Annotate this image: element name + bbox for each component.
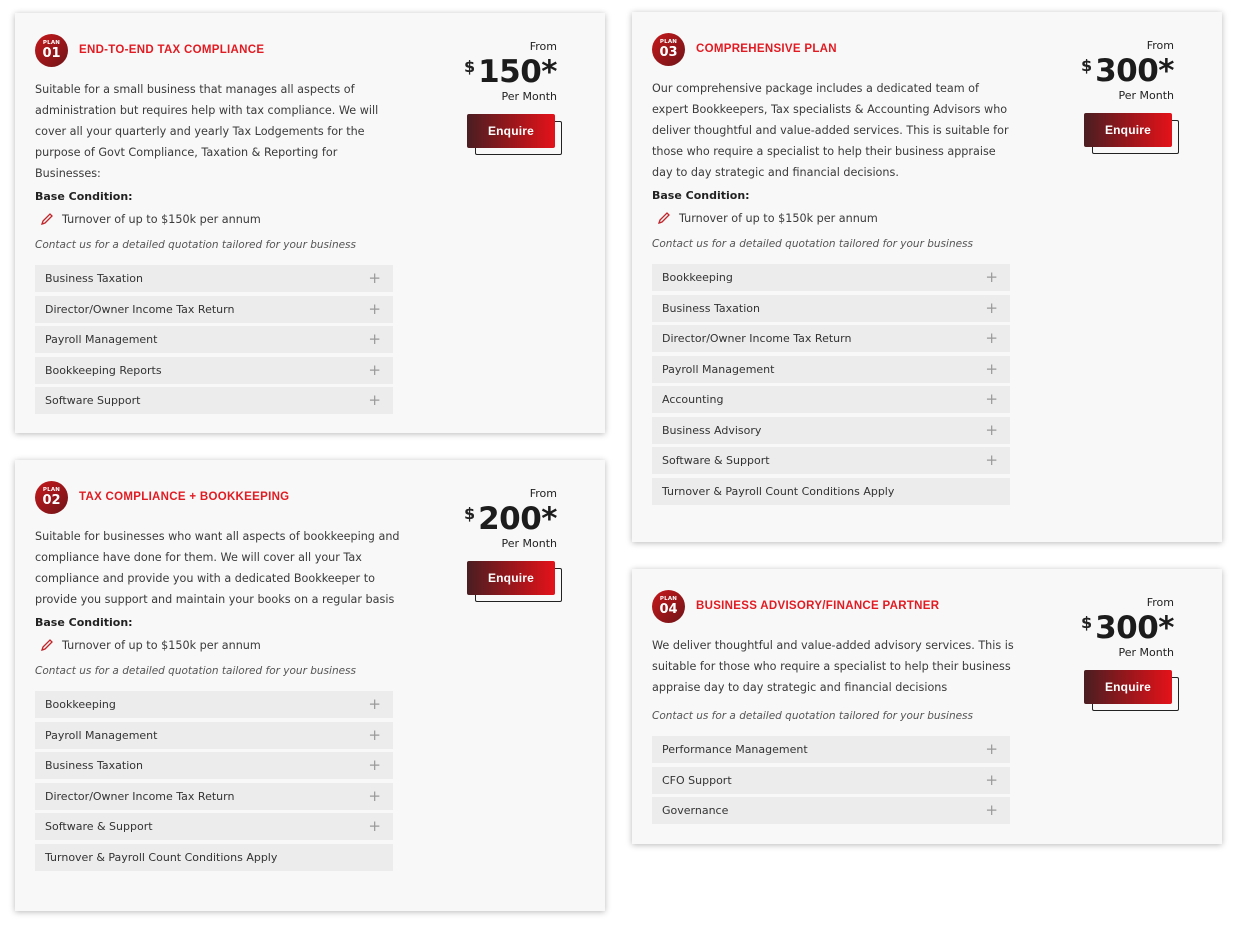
base-condition: [35, 637, 395, 653]
currency-symbol: $: [1080, 56, 1093, 75]
plus-icon: +: [368, 725, 381, 744]
plus-icon: +: [985, 329, 998, 347]
base-condition-text: Turnover of up to $150k per annum: [62, 212, 261, 226]
per-month-label: Per Month: [501, 537, 557, 550]
feature-item-payroll-management[interactable]: [35, 722, 393, 749]
plus-icon: +: [368, 695, 381, 713]
plan-badge-number: 01: [42, 46, 61, 61]
feature-label: Bookkeeping: [45, 698, 116, 711]
feature-label: Director/Owner Income Tax Return: [662, 332, 852, 345]
plan-badge-label: PLAN: [659, 39, 678, 45]
price-amount: 300*: [1095, 53, 1174, 89]
plan-badge-label: PLAN: [42, 40, 61, 46]
feature-label: Turnover & Payroll Count Conditions Apply: [45, 850, 278, 864]
plus-icon: +: [368, 817, 381, 835]
feature-item-payroll-management[interactable]: [35, 326, 393, 353]
plan-description: Suitable for businesses who want all aspects of bookkeeping and compliance have done for them. We will cover all your Tax compliance and provide you with a dedicated Bookkeeper to provide you support and maintain your books on a regular basis: [35, 530, 400, 606]
feature-label: Business Taxation: [45, 759, 143, 772]
feature-label: Director/Owner Income Tax Return: [45, 302, 235, 316]
enquire-button[interactable]: Enquire: [467, 114, 555, 148]
plus-icon: +: [368, 360, 381, 379]
plan-badge-number: 03: [659, 45, 678, 60]
per-month-label: Per Month: [1118, 89, 1174, 102]
from-label: From: [529, 487, 557, 500]
base-condition: [652, 210, 1012, 226]
base-condition: [35, 211, 395, 227]
feature-label: Bookkeeping Reports: [45, 363, 162, 377]
feature-item-bookkeeping-reports[interactable]: [35, 357, 393, 384]
plan-badge-label: PLAN: [659, 596, 678, 602]
feature-label: Payroll Management: [662, 362, 775, 376]
plus-icon: +: [368, 269, 381, 287]
plus-icon: +: [368, 330, 381, 348]
plus-icon: +: [368, 299, 381, 318]
feature-label: Performance Management: [662, 743, 808, 756]
feature-label: Business Advisory: [662, 423, 762, 437]
plan-title: TAX COMPLIANCE + BOOKKEEPING: [79, 491, 290, 503]
from-label: From: [1146, 39, 1174, 52]
plus-icon: +: [985, 268, 998, 286]
per-month-label: Per Month: [1118, 646, 1174, 659]
feature-item-director-owner-tax-return[interactable]: [35, 296, 393, 323]
plan-badge: [35, 34, 68, 67]
feature-item-cfo-support[interactable]: [652, 767, 1010, 794]
pencil-icon: [656, 210, 672, 226]
plan-card-02: [15, 460, 605, 911]
from-label: From: [529, 40, 557, 53]
plus-icon: +: [985, 740, 998, 758]
base-condition-label: Base Condition:: [35, 190, 133, 203]
feature-item-conditions-note: [35, 844, 393, 871]
plus-icon: +: [368, 786, 381, 805]
feature-item-business-taxation[interactable]: [652, 295, 1010, 322]
feature-item-software-support[interactable]: [35, 387, 393, 414]
plan-card-03: [632, 12, 1222, 542]
from-label: From: [1146, 596, 1174, 609]
feature-item-conditions-note: [652, 478, 1010, 505]
per-month-label: Per Month: [501, 90, 557, 103]
feature-label: Accounting: [662, 393, 724, 406]
price: [1074, 54, 1174, 88]
plus-icon: +: [985, 770, 998, 789]
plus-icon: +: [985, 420, 998, 439]
plan-badge-label: PLAN: [42, 487, 61, 493]
price: [457, 55, 557, 89]
plan-badge: [652, 33, 685, 66]
base-condition-label: Base Condition:: [652, 189, 750, 202]
contact-note: Contact us for a detailed quotation tailored for your business: [35, 239, 356, 251]
enquire-button[interactable]: Enquire: [467, 561, 555, 595]
plan-description: We deliver thoughtful and value-added advisory services. This is suitable for those who require a specialist to help their business appraise day to day strategic and financial decisions: [652, 639, 1014, 694]
feature-label: Payroll Management: [45, 728, 158, 742]
plan-badge: [652, 590, 685, 623]
feature-list: [652, 264, 1010, 505]
enquire-button-wrap: [467, 114, 563, 156]
feature-list: [35, 265, 393, 414]
feature-item-bookkeeping[interactable]: [652, 264, 1010, 291]
plus-icon: +: [985, 801, 998, 819]
plan-description: Suitable for a small business that manages all aspects of administration but requires help with tax compliance. We will cover all your quarterly and yearly Tax Lodgements for the purpose of Govt Compliance, Taxation & Reporting for Businesses:: [35, 83, 379, 180]
base-condition-label: Base Condition:: [35, 616, 133, 629]
plan-header: [652, 32, 1012, 66]
feature-list: [652, 736, 1010, 824]
plan-title: COMPREHENSIVE PLAN: [696, 43, 837, 55]
feature-item-director-owner-tax-return[interactable]: [35, 783, 393, 810]
enquire-button-wrap: [1084, 113, 1180, 155]
plan-header: [35, 480, 395, 514]
plus-icon: +: [985, 298, 998, 317]
feature-label: Director/Owner Income Tax Return: [45, 789, 235, 803]
plus-icon: +: [985, 451, 998, 469]
plus-icon: +: [368, 391, 381, 409]
currency-symbol: $: [463, 57, 476, 76]
price-amount: 200*: [478, 501, 557, 537]
plan-description: Our comprehensive package includes a dedicated team of expert Bookkeepers, Tax specialists & Accounting Advisors who deliver thoughtful and value-added services. This is suitable for those who require a specialist to help their business appraise day to day strategic and financial decisions.: [652, 82, 1009, 179]
feature-label: Turnover & Payroll Count Conditions Apply: [662, 484, 895, 498]
price-box: [1074, 596, 1174, 659]
plan-badge-number: 04: [659, 602, 678, 617]
feature-item-payroll-management[interactable]: [652, 356, 1010, 383]
feature-item-accounting[interactable]: [652, 386, 1010, 413]
feature-label: Software & Support: [45, 820, 153, 833]
feature-item-performance-management[interactable]: [652, 736, 1010, 763]
price: [1074, 611, 1174, 645]
price-amount: 300*: [1095, 610, 1174, 646]
feature-item-software-support[interactable]: [652, 447, 1010, 474]
feature-label: Bookkeeping: [662, 271, 733, 284]
feature-item-business-taxation[interactable]: [35, 265, 393, 292]
feature-label: Software & Support: [662, 454, 770, 467]
plan-badge: [35, 481, 68, 514]
currency-symbol: $: [1080, 613, 1093, 632]
base-condition-text: Turnover of up to $150k per annum: [679, 211, 878, 225]
enquire-button-wrap: [1084, 670, 1180, 712]
enquire-button[interactable]: Enquire: [1084, 113, 1172, 147]
enquire-button-wrap: [467, 561, 563, 603]
plan-header: [652, 589, 1012, 623]
feature-label: Payroll Management: [45, 333, 158, 346]
price-amount: 150*: [478, 54, 557, 90]
contact-note: Contact us for a detailed quotation tailored for your business: [35, 665, 356, 677]
price-box: [1074, 39, 1174, 102]
base-condition-text: Turnover of up to $150k per annum: [62, 638, 261, 652]
plan-header: [35, 33, 395, 67]
feature-label: Governance: [662, 804, 729, 817]
pencil-icon: [39, 637, 55, 653]
feature-item-governance[interactable]: [652, 797, 1010, 824]
plan-card-04: [632, 569, 1222, 844]
feature-item-bookkeeping[interactable]: [35, 691, 393, 718]
plan-title: BUSINESS ADVISORY/FINANCE PARTNER: [696, 600, 940, 612]
feature-item-director-owner-tax-return[interactable]: [652, 325, 1010, 352]
price-box: [457, 487, 557, 550]
price-box: [457, 40, 557, 103]
enquire-button[interactable]: Enquire: [1084, 670, 1172, 704]
contact-note: Contact us for a detailed quotation tailored for your business: [652, 710, 973, 722]
plus-icon: +: [985, 390, 998, 408]
feature-list: [35, 691, 393, 871]
plus-icon: +: [985, 359, 998, 378]
price: [457, 502, 557, 536]
feature-item-software-support[interactable]: [35, 813, 393, 840]
feature-item-business-taxation[interactable]: [35, 752, 393, 779]
feature-label: Business Taxation: [45, 272, 143, 285]
currency-symbol: $: [463, 504, 476, 523]
feature-label: Software Support: [45, 394, 141, 407]
feature-item-business-advisory[interactable]: [652, 417, 1010, 444]
plan-badge-number: 02: [42, 493, 61, 508]
contact-note: Contact us for a detailed quotation tailored for your business: [652, 238, 973, 250]
plus-icon: +: [368, 756, 381, 774]
feature-label: CFO Support: [662, 773, 732, 787]
feature-label: Business Taxation: [662, 301, 760, 315]
plan-card-01: [15, 13, 605, 433]
pencil-icon: [39, 211, 55, 227]
plan-title: END-TO-END TAX COMPLIANCE: [79, 44, 265, 56]
